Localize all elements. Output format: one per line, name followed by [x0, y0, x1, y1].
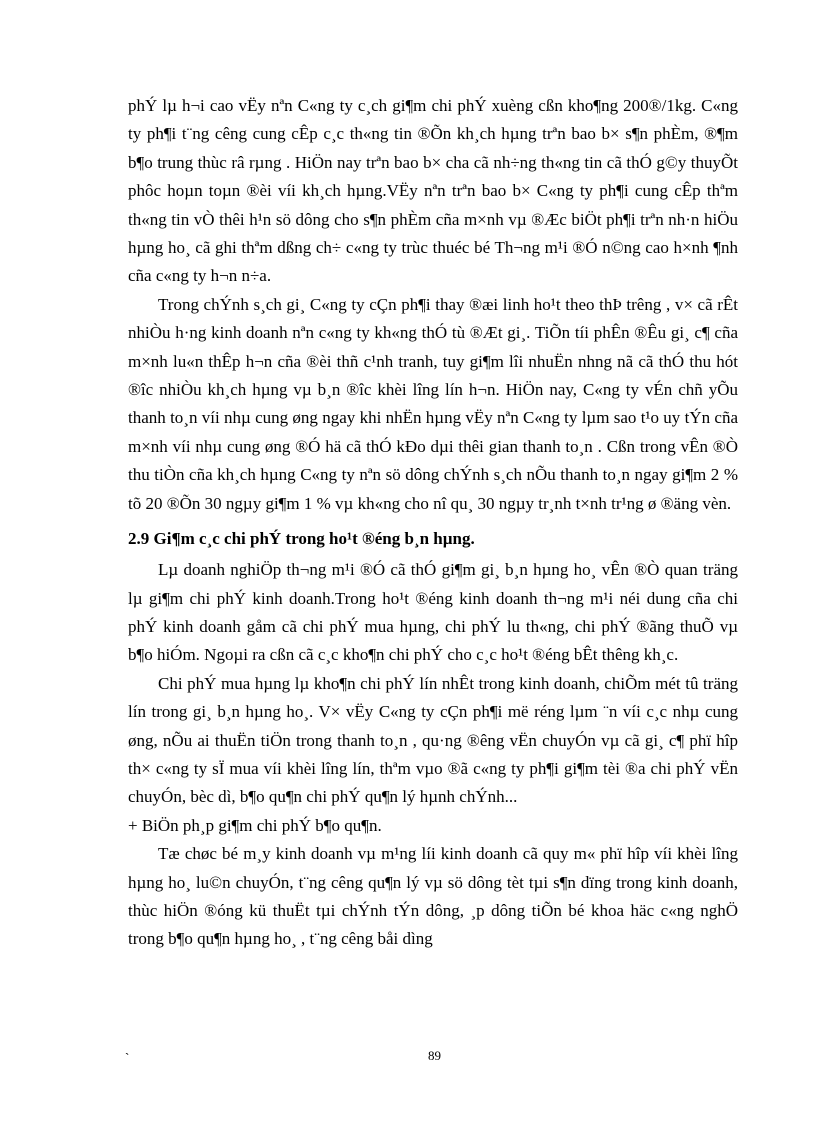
page-number: 89: [428, 1048, 441, 1063]
body-paragraph: Chi phÝ mua hµng lµ kho¶n chi phÝ lín nhÊt trong kinh doanh, chiÕm mét tû träng lín trong gi¸ b¸n hµng ho¸. V× vËy C«ng ty cÇn ph¶i më réng lµm ¨n víi c¸c nhµ cung øng, nÕu ai thuËn tiÖn trong thanh to¸n , qu·ng ®êng vËn chuyÓn vµ cã gi¸ c¶ phï hîp th× c«ng ty sÏ mua víi khèi lîng lín, thªm vµo ®ã c«ng ty ph¶i gi¶m tèi ®a chi phÝ vËn chuyÓn, bèc dì, b¶o qu¶n chi phÝ qu¶n lý hµnh chÝnh...: [128, 673, 738, 807]
body-paragraph: phÝ lµ h¬i cao vËy nªn C«ng ty c¸ch gi¶m chi phÝ xuèng cßn kho¶ng 200®/1kg. C«ng ty ph¶i t¨ng cêng cung cÊp c¸c th«ng tin ®Õn kh¸ch hµng trªn bao b× s¶n phÈm, ®¶m b¶o trung thùc râ rµng . HiÖn nay trªn bao b× cha cã nh÷ng th«ng tin cã thÓ g©y thuyÕt phôc hoµn toµn ®èi víi kh¸ch hµng.VËy nªn trªn bao b× C«ng ty ph¶i cung cÊp thªm th«ng tin vÒ thêi h¹n sö dông cho s¶n phÈm cña m×nh vµ ®Æc biÖt ph¶i trªn nh·n hiÖu hµng ho¸ cã ghi thªm dßng ch÷ c«ng ty trùc thuéc bé Th¬ng m¹i ®Ó n©ng cao h×nh ¶nh cña c«ng ty h¬n n÷a.: [128, 96, 738, 286]
footer-mark: `: [125, 1050, 130, 1065]
body-paragraph: Lµ doanh nghiÖp th¬ng m¹i ®Ó cã thÓ gi¶m gi¸ b¸n hµng ho¸ vÊn ®Ò quan träng lµ gi¶m chi phÝ kinh doanh.Trong ho¹t ®éng kinh doanh th¬ng m¹i néi dung cña chi phÝ kinh doanh gåm cã chi phÝ mua hµng, chi phÝ lu th«ng, chi phÝ ®ãng thuÕ vµ b¶o hiÓm. Ngoµi ra cßn cã c¸c kho¶n chi phÝ cho c¸c ho¹t ®éng bÊt thêng kh¸c.: [128, 560, 738, 665]
body-paragraph: Tæ chøc bé m¸y kinh doanh vµ m¹ng líi kinh doanh cã quy m« phï hîp víi khèi lîng hµng ho¸ lu©n chuyÓn, t¨ng cêng qu¶n lý vµ sö dông tèt tµi s¶n dïng trong kinh doanh, thùc hiÖn ®óng kü thuËt tµi chÝnh tÝn dông, ¸p dông tiÕn bé khoa häc c«ng nghÖ trong b¶o qu¶n hµng ho¸ , t¨ng cêng båi dìng: [128, 844, 738, 949]
bullet-item: + BiÖn ph¸p gi¶m chi phÝ b¶o qu¶n.: [128, 815, 382, 835]
section-heading: 2.9 Gi¶m c¸c chi phÝ trong ho¹t ®éng b¸n hµng.: [128, 529, 475, 549]
page-body: [128, 92, 738, 954]
body-paragraph: Trong chÝnh s¸ch gi¸ C«ng ty cÇn ph¶i thay ®æi linh ho¹t theo thÞ trêng , v× cã rÊt nhiÒu h·ng kinh doanh nªn c«ng ty kh«ng thÓ tù ®Æt gi¸. TiÕn tíi phÊn ®Êu gi¸ c¶ cña m×nh lu«n thÊp h¬n cña ®èi thñ c¹nh tranh, tuy gi¶m lîi nhuËn nhng nã cã thÓ thu hót ®îc nhiÒu kh¸ch hµng vµ b¸n ®îc khèi lîng lín h¬n. HiÖn nay, C«ng ty vÉn chñ yÕu thanh to¸n víi nhµ cung øng ngay khi nhËn hµng vËy nªn C«ng ty lµm sao t¹o uy tÝn cña m×nh víi nhµ cung øng ®Ó hä cã thÓ kÐo dµi thêi gian thanh to¸n . Cßn trong vÊn ®Ò thu tiÒn cña kh¸ch hµng C«ng ty nªn sö dông chÝnh s¸ch nÕu thanh to¸n ngay gi¶m 2 % tõ 20 ®Õn 30 ngµy gi¶m 1 % vµ kh«ng cho nî qu¸ 30 ngµy tr¸nh t×nh tr¹ng ø ®äng vèn.: [128, 294, 738, 513]
